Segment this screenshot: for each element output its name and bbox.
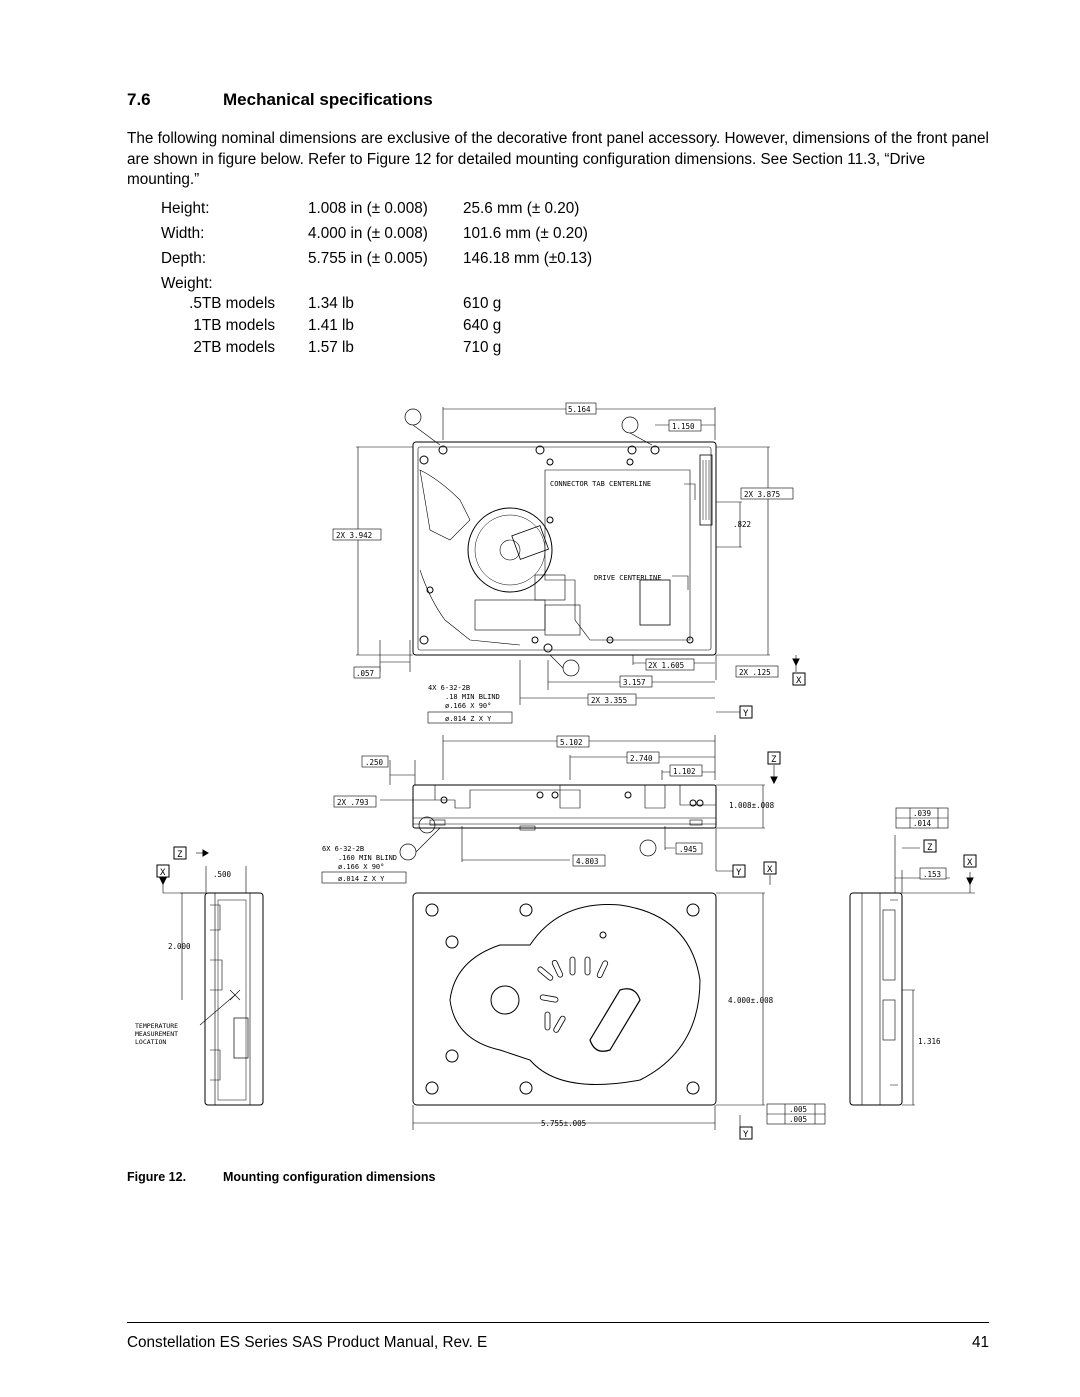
datum-z: Z [927, 843, 933, 853]
top-view [356, 407, 799, 712]
spec-inch: 1.008 in (± 0.008) [308, 200, 428, 217]
datum-z: Z [771, 755, 777, 765]
dim-label: 2.740 [630, 754, 653, 763]
caption-label: Figure 12. [127, 1170, 187, 1184]
spec-inch: 5.755 in (± 0.005) [308, 250, 428, 267]
datum-z: Z [177, 850, 183, 860]
footer-title: Constellation ES Series SAS Product Manual, Rev. E [127, 1334, 488, 1351]
dim-label: .005 [789, 1105, 808, 1114]
drive-outline-side [413, 785, 716, 828]
note-line: ø.014 Z X Y [445, 715, 492, 723]
datum-y: Y [736, 868, 742, 878]
mounting-drawing [120, 393, 990, 1143]
note-line: ø.166 X 90° [338, 863, 385, 871]
dim-label: .822 [733, 520, 752, 529]
drive-note: DRIVE CENTERLINE [594, 574, 662, 582]
dim-label: 2X 1.605 [648, 661, 685, 670]
dim-label: 1.102 [673, 767, 696, 776]
weight-lb: 1.41 lb [308, 317, 354, 334]
dim-label: .153 [923, 870, 942, 879]
dim-label: .250 [365, 758, 384, 767]
spec-label: Weight: [161, 275, 213, 292]
dim-label: 1.008±.008 [729, 801, 775, 810]
dim-label: 4.000±.008 [728, 996, 774, 1005]
weight-lb: 1.34 lb [308, 295, 354, 312]
section-number: 7.6 [127, 90, 151, 109]
figure-caption [127, 1170, 435, 1184]
footer-rule [127, 1322, 989, 1323]
right-end-view [850, 835, 975, 1105]
weight-g: 610 g [463, 295, 502, 312]
weight-lb: 1.57 lb [308, 339, 354, 356]
section-title: Mechanical specifications [223, 90, 433, 109]
note-line: MEASUREMENT [135, 1030, 179, 1038]
dim-label: 2X .125 [739, 668, 771, 677]
note-line: 4X 6-32-2B [428, 684, 471, 692]
dim-label: 2X 3.355 [591, 696, 628, 705]
note-line: TEMPERATURE [135, 1022, 179, 1030]
spec-label: Height: [161, 200, 210, 217]
dim-label: .014 [913, 819, 932, 828]
dim-label: 1.150 [672, 422, 695, 431]
spec-label: Width: [161, 225, 205, 242]
note-line: 6X 6-32-2B [322, 845, 365, 853]
spec-inch: 4.000 in (± 0.008) [308, 225, 428, 242]
note-line: ø.014 Z X Y [338, 875, 385, 883]
datum-x: X [796, 676, 802, 686]
dim-label: .500 [213, 870, 232, 879]
spec-mm: 101.6 mm (± 0.20) [463, 225, 588, 242]
dim-label: .945 [679, 845, 698, 854]
spec-mm: 25.6 mm (± 0.20) [463, 200, 580, 217]
note-line: .18 MIN BLIND [445, 693, 500, 701]
datum-x: X [767, 865, 773, 875]
caption-text: Mounting configuration dimensions [223, 1170, 436, 1184]
weight-model: 2TB models [193, 339, 275, 356]
weight-model: 1TB models [193, 317, 275, 334]
dim-label: 2X .793 [337, 798, 369, 807]
dim-label: 2X 3.942 [336, 531, 373, 540]
datum-y: Y [743, 709, 749, 719]
spec-label: Depth: [161, 250, 207, 267]
dim-label: 3.157 [623, 678, 646, 687]
note-line: .160 MIN BLIND [338, 854, 398, 862]
dim-label: .005 [789, 1115, 808, 1124]
weight-g: 640 g [463, 317, 502, 334]
note-line: LOCATION [135, 1038, 167, 1046]
datum-y: Y [743, 1130, 749, 1140]
dim-label: 5.755±.005 [541, 1119, 587, 1128]
datum-x: X [160, 868, 166, 878]
left-end-view [160, 850, 263, 1105]
dim-label: .039 [913, 809, 932, 818]
weight-g: 710 g [463, 339, 502, 356]
dim-label: 1.316 [918, 1037, 941, 1046]
cover-view [413, 893, 765, 1132]
datum-x: X [967, 858, 973, 868]
dim-label: 4.803 [576, 857, 599, 866]
weight-model: .5TB models [189, 295, 275, 312]
spec-mm: 146.18 mm (±0.13) [463, 250, 593, 267]
section-heading [127, 90, 433, 110]
dim-label: 2X 3.875 [744, 490, 781, 499]
note-line: ø.166 X 90° [445, 702, 492, 710]
dim-label: 5.164 [568, 405, 591, 414]
dim-label: 5.102 [560, 738, 583, 747]
dim-label: .057 [356, 669, 375, 678]
page-number: 41 [971, 1334, 989, 1351]
connector-note: CONNECTOR TAB CENTERLINE [550, 480, 652, 488]
intro-paragraph: The following nominal dimensions are exclusive of the decorative front panel accessory. However, dimensions of the front panel are shown in figure below. Refer to Figure 12 for detailed mounting configuration dimensions. See Section 11.3, “Drive mounting.” [127, 130, 989, 188]
spindle-circle [468, 508, 552, 592]
drive-outline-top [413, 442, 716, 655]
dim-label: 2.000 [168, 942, 191, 951]
